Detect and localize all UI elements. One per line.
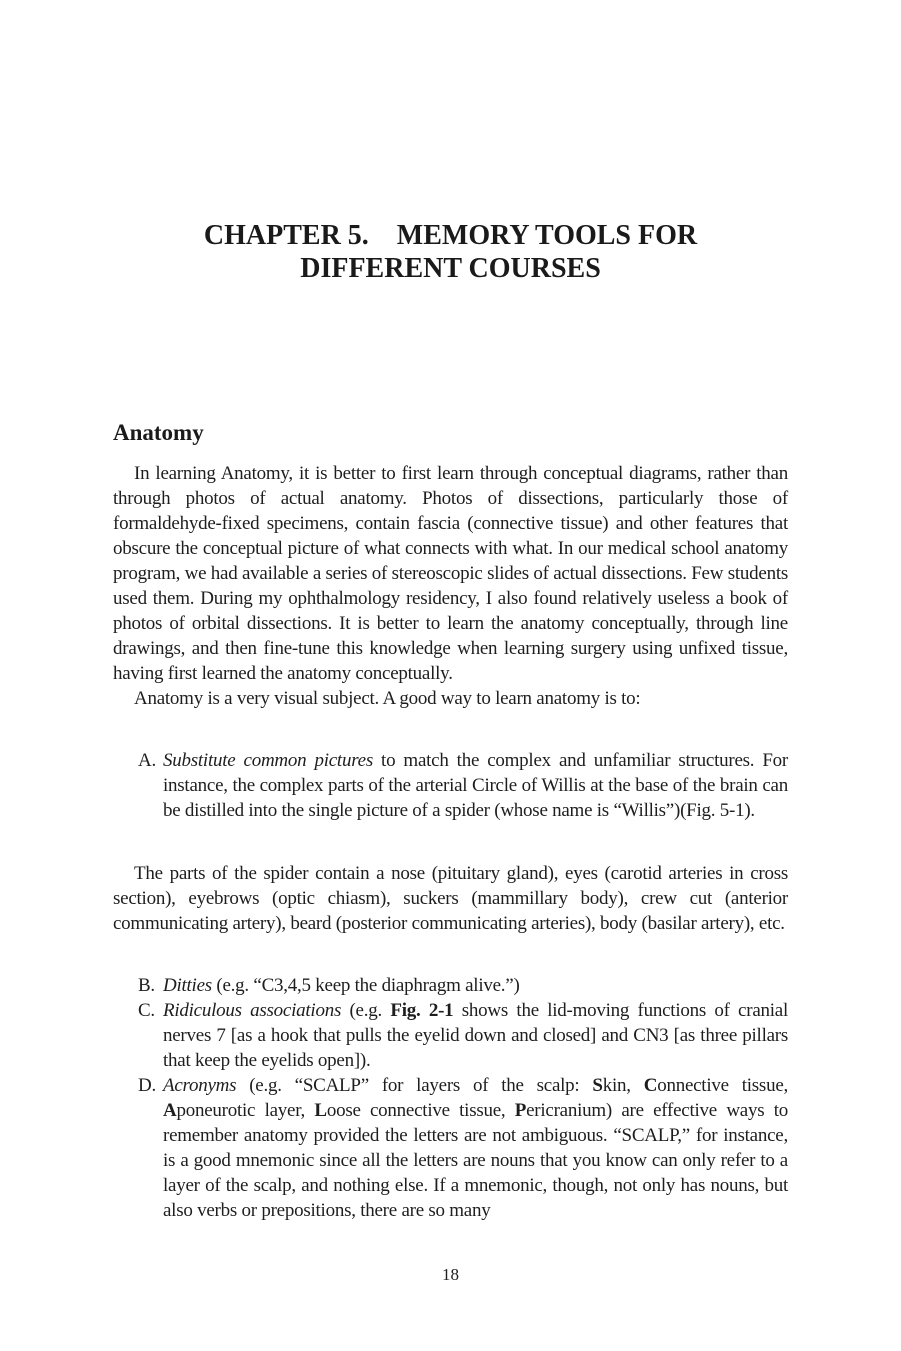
list-text: (e.g. “SCALP” for layers of the scalp: xyxy=(236,1075,593,1096)
list-text: shows the lid-moving functions of cranial nerves 7 [as a hook that pulls the eyelid down and closed] and CN3 [as three pillars that keep the eyelids open]). xyxy=(163,1000,788,1071)
list-marker: D. xyxy=(138,1075,156,1096)
figure-reference: Fig. 2-1 xyxy=(390,1000,454,1021)
chapter-title-line-2: DIFFERENT COURSES xyxy=(300,253,601,284)
list-term: Ridiculous associations xyxy=(163,1000,342,1021)
paragraph-spider: The parts of the spider contain a nose (pituitary gland), eyes (carotid arteries in cross section), eyebrows (optic chiasm), suckers (mammillary body), crew cut (anterior communicating artery), beard (posterior communicating arteries), body (basilar artery), etc. xyxy=(113,863,788,934)
list-item-b xyxy=(113,973,788,998)
chapter-title-line-1 xyxy=(0,219,901,252)
list-item-c xyxy=(113,998,788,1073)
list-term: Ditties xyxy=(163,975,212,996)
memory-tool-list-a xyxy=(113,748,788,823)
chapter-number: CHAPTER 5. xyxy=(203,220,369,251)
list-item-d xyxy=(113,1073,788,1223)
intro-paragraphs xyxy=(113,461,788,711)
list-item-a xyxy=(113,748,788,823)
list-term: Substitute common pictures xyxy=(163,750,373,771)
list-text: ericranium) are effective ways to remember anatomy provided the letters are not ambiguous. “SCALP,” for instance, is a good mnemonic since all the letters are nouns that you know can only refer to a layer of the scalp, and nothing else. If a mnemonic, though, not only has nouns, but also verbs or prepositions, there are so many xyxy=(163,1100,788,1221)
acronym-letter: A xyxy=(163,1100,177,1121)
spider-paragraph-block xyxy=(113,861,788,936)
list-text: kin, xyxy=(602,1075,644,1096)
acronym-letter: C xyxy=(643,1075,658,1096)
list-text: oose connective tissue, xyxy=(326,1100,515,1121)
acronym-letter: L xyxy=(314,1100,327,1121)
acronym-letter: S xyxy=(592,1075,603,1096)
paragraph-visual-subject: Anatomy is a very visual subject. A good way to learn anatomy is to: xyxy=(134,688,641,709)
page-number: 18 xyxy=(442,1265,459,1284)
list-text: onnective tissue, xyxy=(657,1075,789,1096)
paragraph-intro: In learning Anatomy, it is better to first learn through conceptual diagrams, rather than through photos of actual anatomy. Photos of dissections, particularly those of formaldehyde-fixed specimens, contain fascia (connective tissue) and other features that obscure the conceptual picture of what connects with what. In our medical school anatomy program, we had available a series of stereoscopic slides of actual dissections. Few students used them. During my ophthalmology residency, I also found relatively useless a book of photos of orbital dissections. It is better to learn the anatomy conceptually, through line drawings, and then fine-tune this knowledge when learning surgery using unfixed tissue, having first learned the anatomy conceptually. xyxy=(113,463,788,684)
section-heading-anatomy: Anatomy xyxy=(113,420,204,445)
list-marker: B. xyxy=(138,975,155,996)
list-marker: C. xyxy=(138,1000,155,1021)
list-term: Acronyms xyxy=(163,1075,237,1096)
list-marker: A. xyxy=(138,750,156,771)
list-text: poneurotic layer, xyxy=(176,1100,315,1121)
memory-tool-list-bcd xyxy=(113,973,788,1223)
chapter-title-text-1: MEMORY TOOLS FOR xyxy=(396,220,698,251)
list-text: (e.g. xyxy=(341,1000,391,1021)
chapter-title xyxy=(0,219,901,285)
acronym-letter: P xyxy=(514,1100,527,1121)
list-text: to match the complex and unfamiliar structures. For instance, the complex parts of the arterial Circle of Willis at the base of the brain can be distilled into the single picture of a spider (whose name is “Willis”)(Fig. 5-1). xyxy=(163,750,789,821)
list-text: (e.g. “C3,4,5 keep the diaphragm alive.”) xyxy=(211,975,520,996)
